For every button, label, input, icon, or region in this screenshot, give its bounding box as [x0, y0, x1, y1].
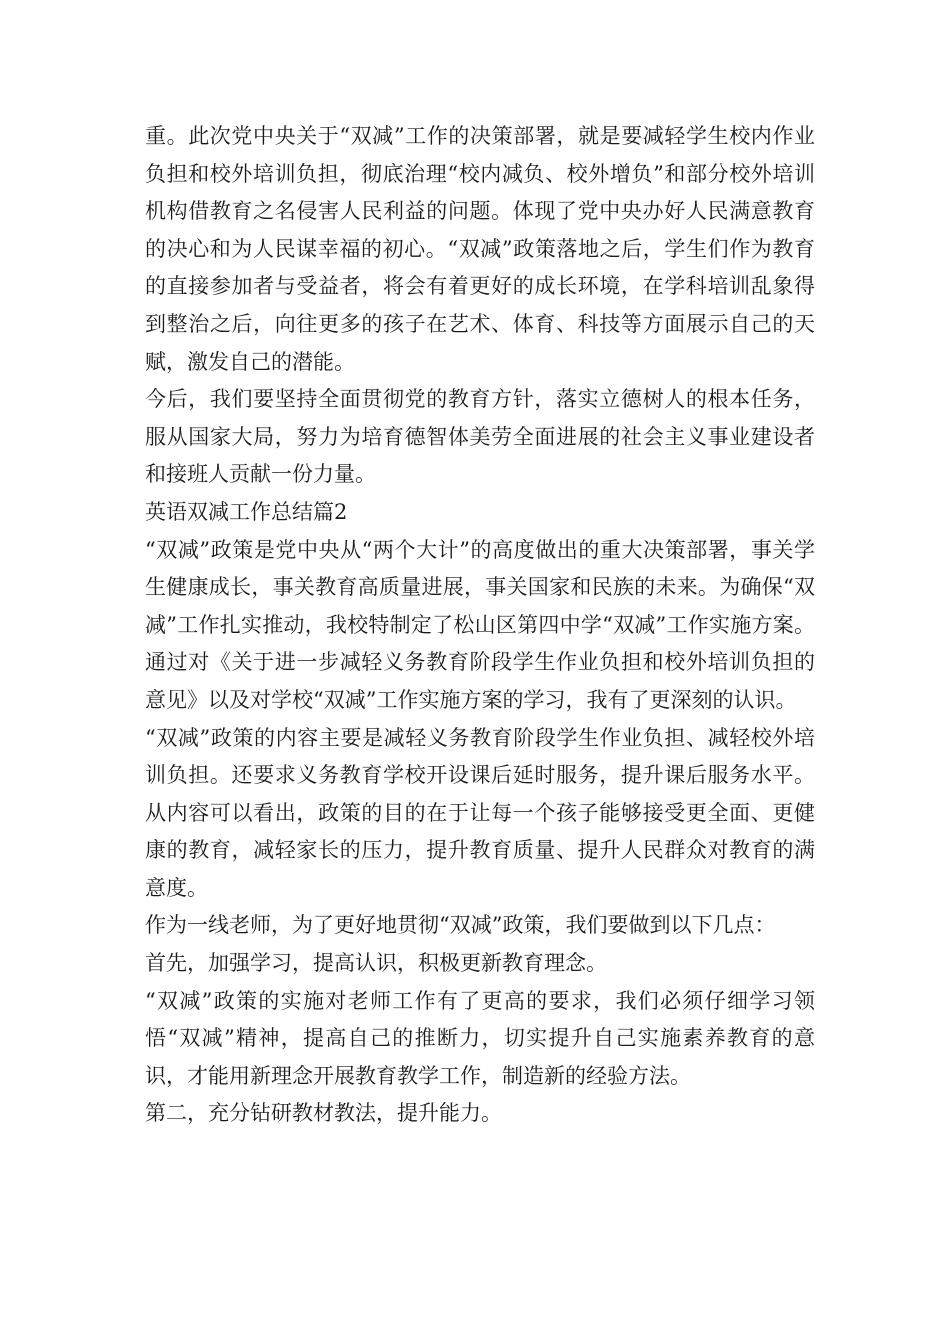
paragraph-5: 作为一线老师，为了更好地贯彻“双减”政策，我们要做到以下几点：: [145, 913, 776, 938]
document-body: [145, 118, 815, 1133]
paragraph-2: 今后，我们要坚持全面贯彻党的教育方针，落实立德树人的根本任务，服从国家大局，努力为培育德智体美劳全面进展的社会主义事业建设者和接班人贡献一份力量。: [145, 387, 815, 487]
section-heading: 英语双减工作总结篇2: [145, 499, 348, 524]
paragraph-8: 第二，充分钻研教材教法，提升能力。: [145, 1101, 502, 1126]
paragraph-1: 重。此次党中央关于“双减”工作的决策部署，就是要减轻学生校内作业负担和校外培训负担，彻底治理“校内减负、校外增负”和部分校外培训机构借教育之名侵害人民利益的问题。体现了党中央办好人民满意教育的决心和为人民谋幸福的初心。“双减”政策落地之后，学生们作为教育的直接参加者与受益者，将会有着更好的成长环境，在学科培训乱象得到整治之后，向往更多的孩子在艺术、体育、科技等方面展示自己的天赋，激发自己的潜能。: [145, 124, 815, 374]
paragraph-6: 首先，加强学习，提高认识，积极更新教育理念。: [145, 951, 607, 976]
paragraph-3: “双减”政策是党中央从“两个大计”的高度做出的重大决策部署，事关学生健康成长，事关教育高质量进展，事关国家和民族的未来。为确保“双减”工作扎实推动，我校特制定了松山区第四中学“双减”工作实施方案。通过对《关于进一步减轻义务教育阶段学生作业负担和校外培训负担的意见》以及对学校“双减”工作实施方案的学习，我有了更深刻的认识。: [145, 537, 815, 712]
paragraph-4: “双减”政策的内容主要是减轻义务教育阶段学生作业负担、减轻校外培训负担。还要求义务教育学校开设课后延时服务，提升课后服务水平。从内容可以看出，政策的目的在于让每一个孩子能够接受更全面、更健康的教育，减轻家长的压力，提升教育质量、提升人民群众对教育的满意度。: [145, 725, 815, 900]
paragraph-7: “双减”政策的实施对老师工作有了更高的要求，我们必须仔细学习领悟“双减”精神，提高自己的推断力，切实提升自己实施素养教育的意识，才能用新理念开展教育教学工作，制造新的经验方法。: [145, 988, 815, 1088]
